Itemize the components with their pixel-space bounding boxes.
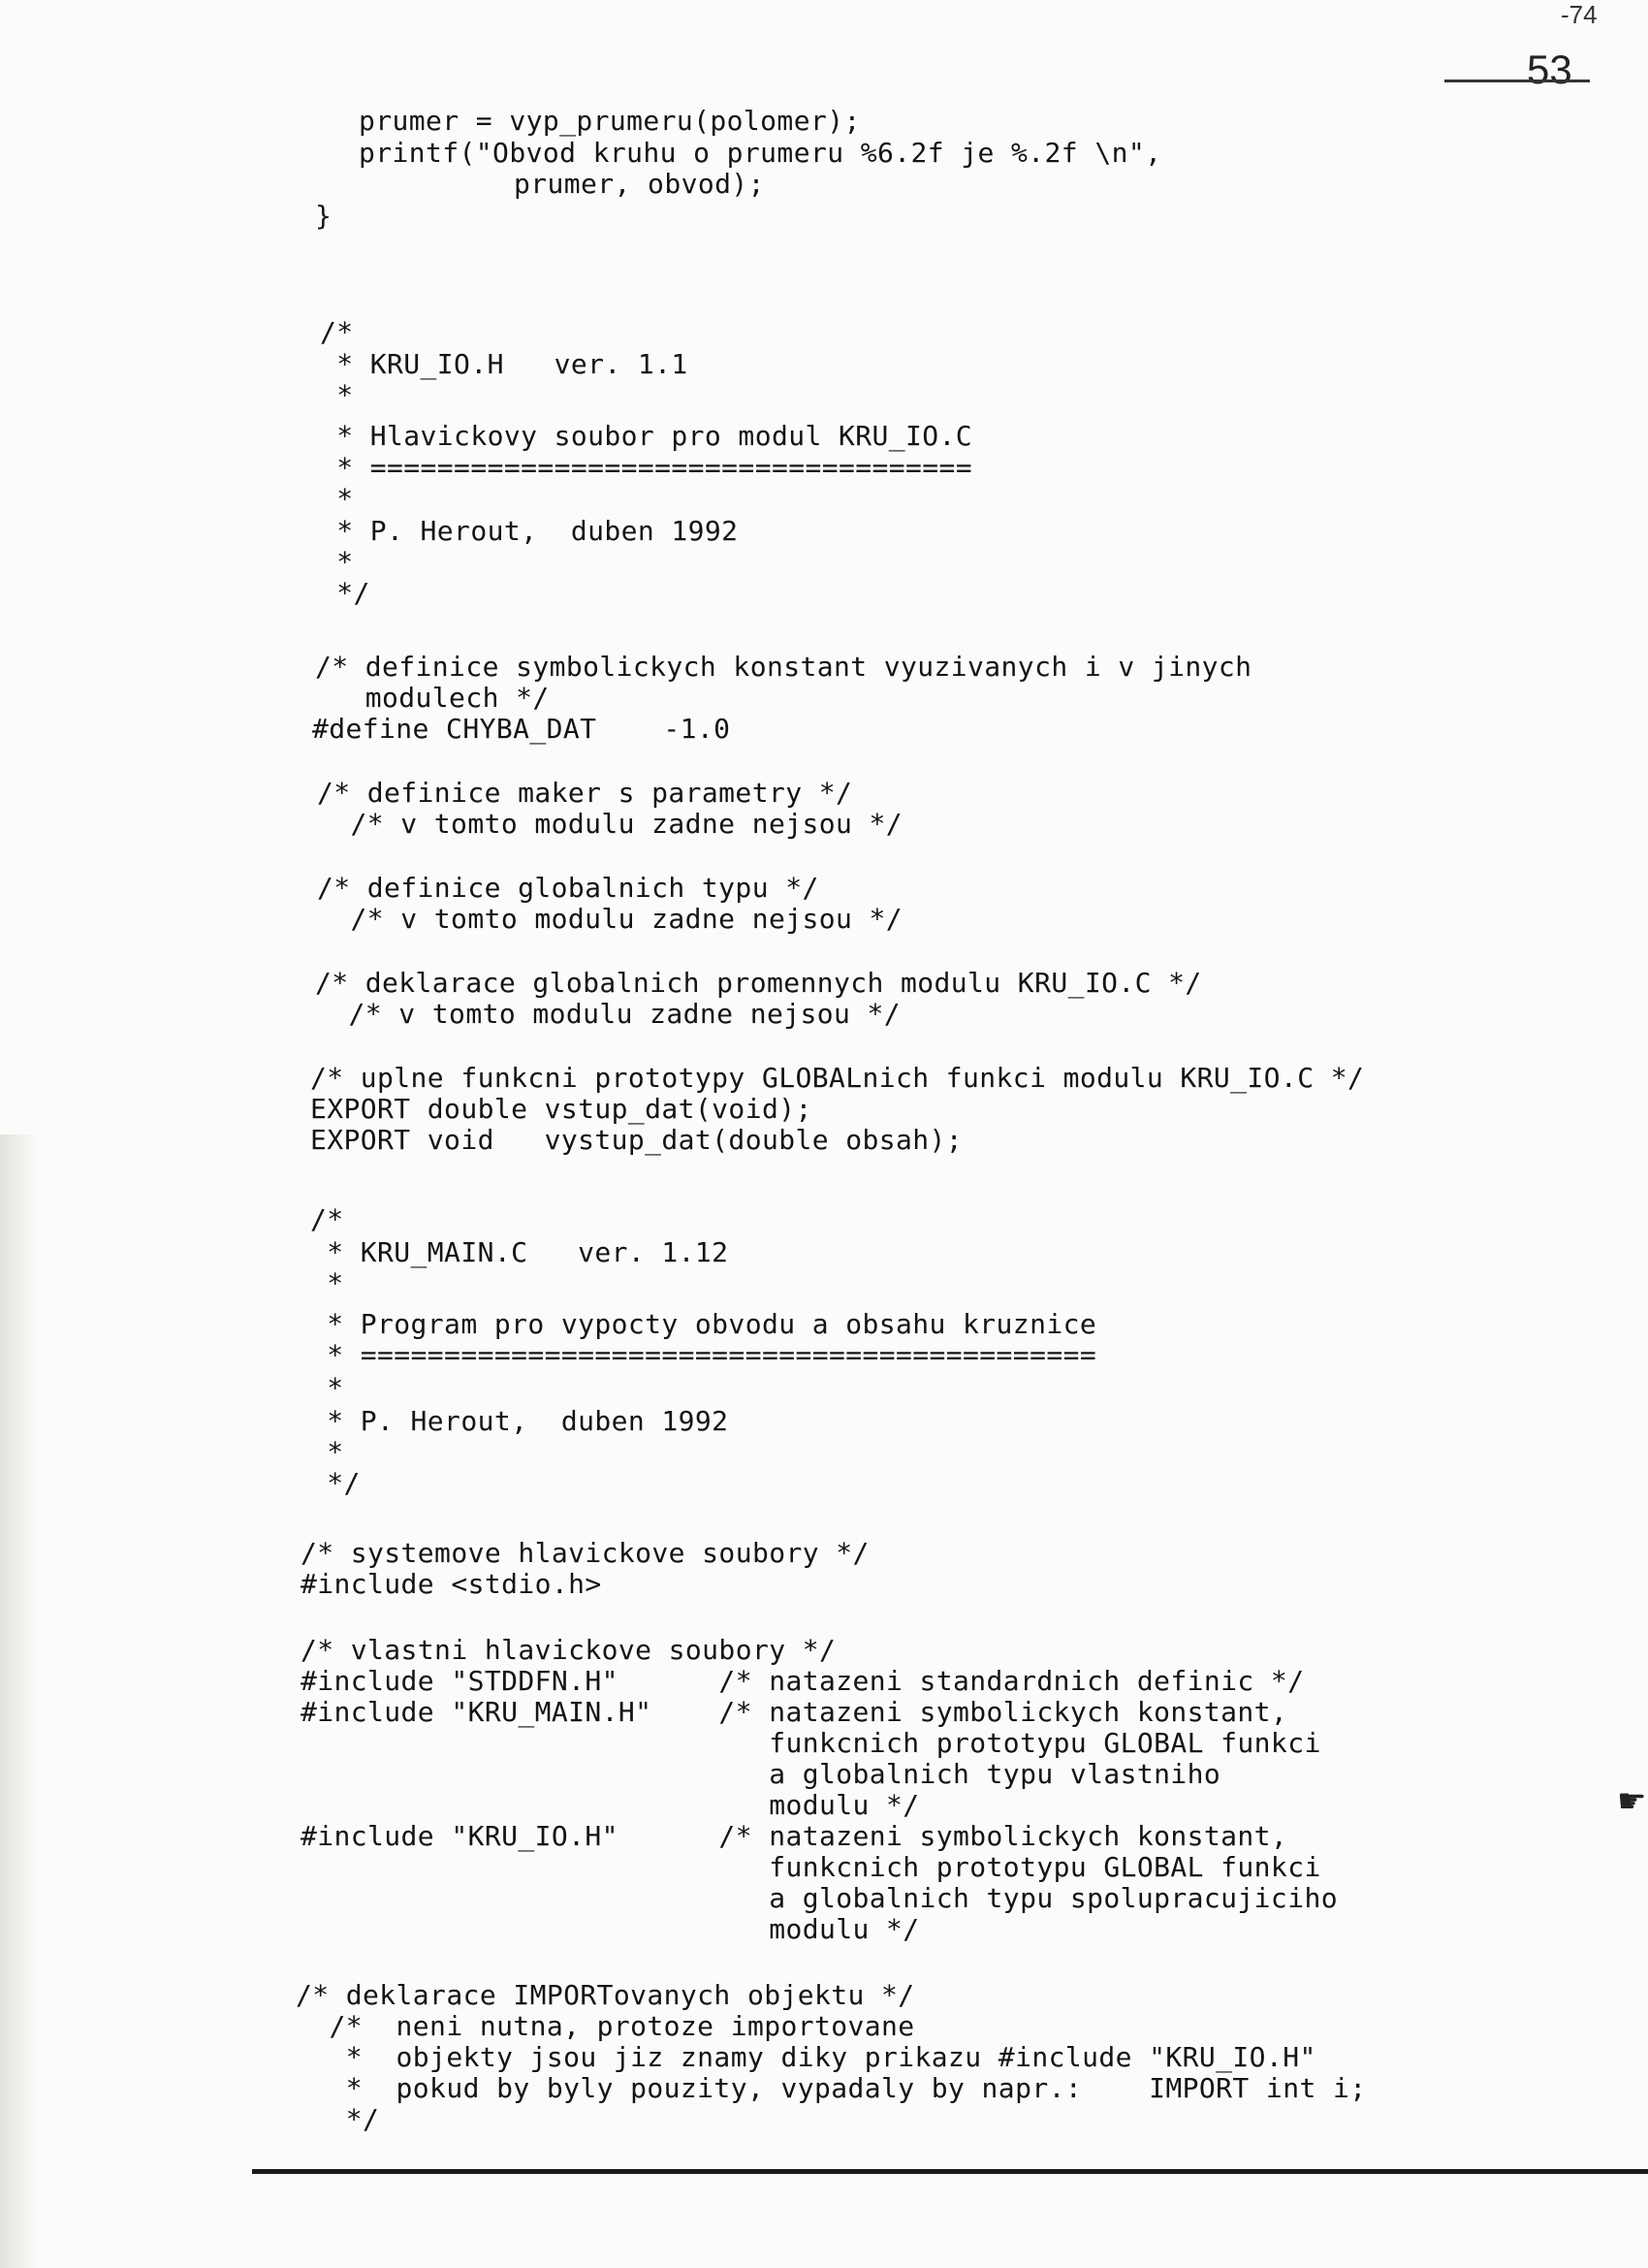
code-line: /* deklarace IMPORTovanych objektu */ <box>296 1979 915 2011</box>
code-line: } <box>315 200 333 232</box>
code-line: * <box>310 1372 344 1404</box>
code-line: /* systemove hlavickove soubory */ <box>301 1537 870 1569</box>
page-bottom-rule <box>252 2169 1648 2174</box>
code-line: EXPORT double vstup_dat(void); <box>310 1093 812 1125</box>
code-line: /* v tomto modulu zadne nejsou */ <box>317 903 903 935</box>
code-line: modulu */ <box>301 1913 920 1945</box>
code-line: /* neni nutna, protoze importovane <box>296 2010 915 2042</box>
code-line: * Program pro vypocty obvodu a obsahu kruznice <box>310 1308 1097 1340</box>
code-line: #include <stdio.h> <box>301 1568 602 1600</box>
code-line: * KRU_IO.H ver. 1.1 <box>320 348 688 380</box>
code-line: #include "STDDFN.H" /* natazeni standardnich definic */ <box>301 1665 1305 1697</box>
code-line: funkcnich prototypu GLOBAL funkci <box>301 1851 1321 1883</box>
code-line: /* v tomto modulu zadne nejsou */ <box>317 808 903 840</box>
code-line: printf("Obvod kruhu o prumeru %6.2f je %.2f \n", <box>359 137 1162 169</box>
code-line: * <box>320 546 354 578</box>
code-line: /* <box>310 1203 344 1235</box>
code-line: */ <box>320 577 370 609</box>
pointer-hand-icon: ☛ <box>1617 1782 1647 1821</box>
code-line: /* definice globalnich typu */ <box>317 872 819 904</box>
code-line: modulu */ <box>301 1789 920 1821</box>
code-line: * <box>320 379 354 411</box>
code-line: #define CHYBA_DAT -1.0 <box>312 713 731 745</box>
code-line: * ==================================== <box>320 452 973 484</box>
code-line: /* definice maker s parametry */ <box>317 777 853 809</box>
code-line: /* <box>320 316 354 348</box>
code-line: * objekty jsou jiz znamy diky prikazu #include "KRU_IO.H" <box>296 2041 1316 2073</box>
code-line: * Hlavickovy soubor pro modul KRU_IO.C <box>320 420 973 452</box>
code-line: #include "KRU_MAIN.H" /* natazeni symbolickych konstant, <box>301 1696 1288 1728</box>
code-line: * <box>320 483 354 515</box>
code-line: a globalnich typu spolupracujiciho <box>301 1882 1338 1914</box>
code-line: EXPORT void vystup_dat(double obsah); <box>310 1124 964 1156</box>
code-line: a globalnich typu vlastniho <box>301 1758 1221 1790</box>
code-line: prumer = vyp_prumeru(polomer); <box>359 105 861 137</box>
page-number: 53 <box>1527 47 1572 92</box>
code-line: * <box>310 1267 344 1299</box>
code-line: * pokud by byly pouzity, vypadaly by napr.: IMPORT int i; <box>296 2072 1367 2104</box>
code-line: funkcnich prototypu GLOBAL funkci <box>301 1727 1321 1759</box>
code-line: /* definice symbolickych konstant vyuzivanych i v jinych <box>315 651 1252 683</box>
corner-page-mark: -74 <box>1561 0 1598 29</box>
code-line: * KRU_MAIN.C ver. 1.12 <box>310 1236 729 1268</box>
code-line: * ============================================ <box>310 1339 1097 1371</box>
code-line: prumer, obvod); <box>514 168 765 200</box>
code-line: #include "KRU_IO.H" /* natazeni symbolickych konstant, <box>301 1820 1288 1852</box>
code-line: * P. Herout, duben 1992 <box>320 515 739 547</box>
code-line: /* vlastni hlavickove soubory */ <box>301 1634 837 1666</box>
code-line: * P. Herout, duben 1992 <box>310 1405 729 1437</box>
code-line: /* uplne funkcni prototypy GLOBALnich funkci modulu KRU_IO.C */ <box>310 1062 1365 1094</box>
code-line: */ <box>310 1467 361 1499</box>
code-line: /* v tomto modulu zadne nejsou */ <box>315 998 902 1030</box>
code-line: * <box>310 1436 344 1468</box>
code-line: modulech */ <box>315 682 550 714</box>
code-line: */ <box>296 2103 380 2135</box>
code-line: /* deklarace globalnich promennych modulu KRU_IO.C */ <box>315 967 1202 999</box>
